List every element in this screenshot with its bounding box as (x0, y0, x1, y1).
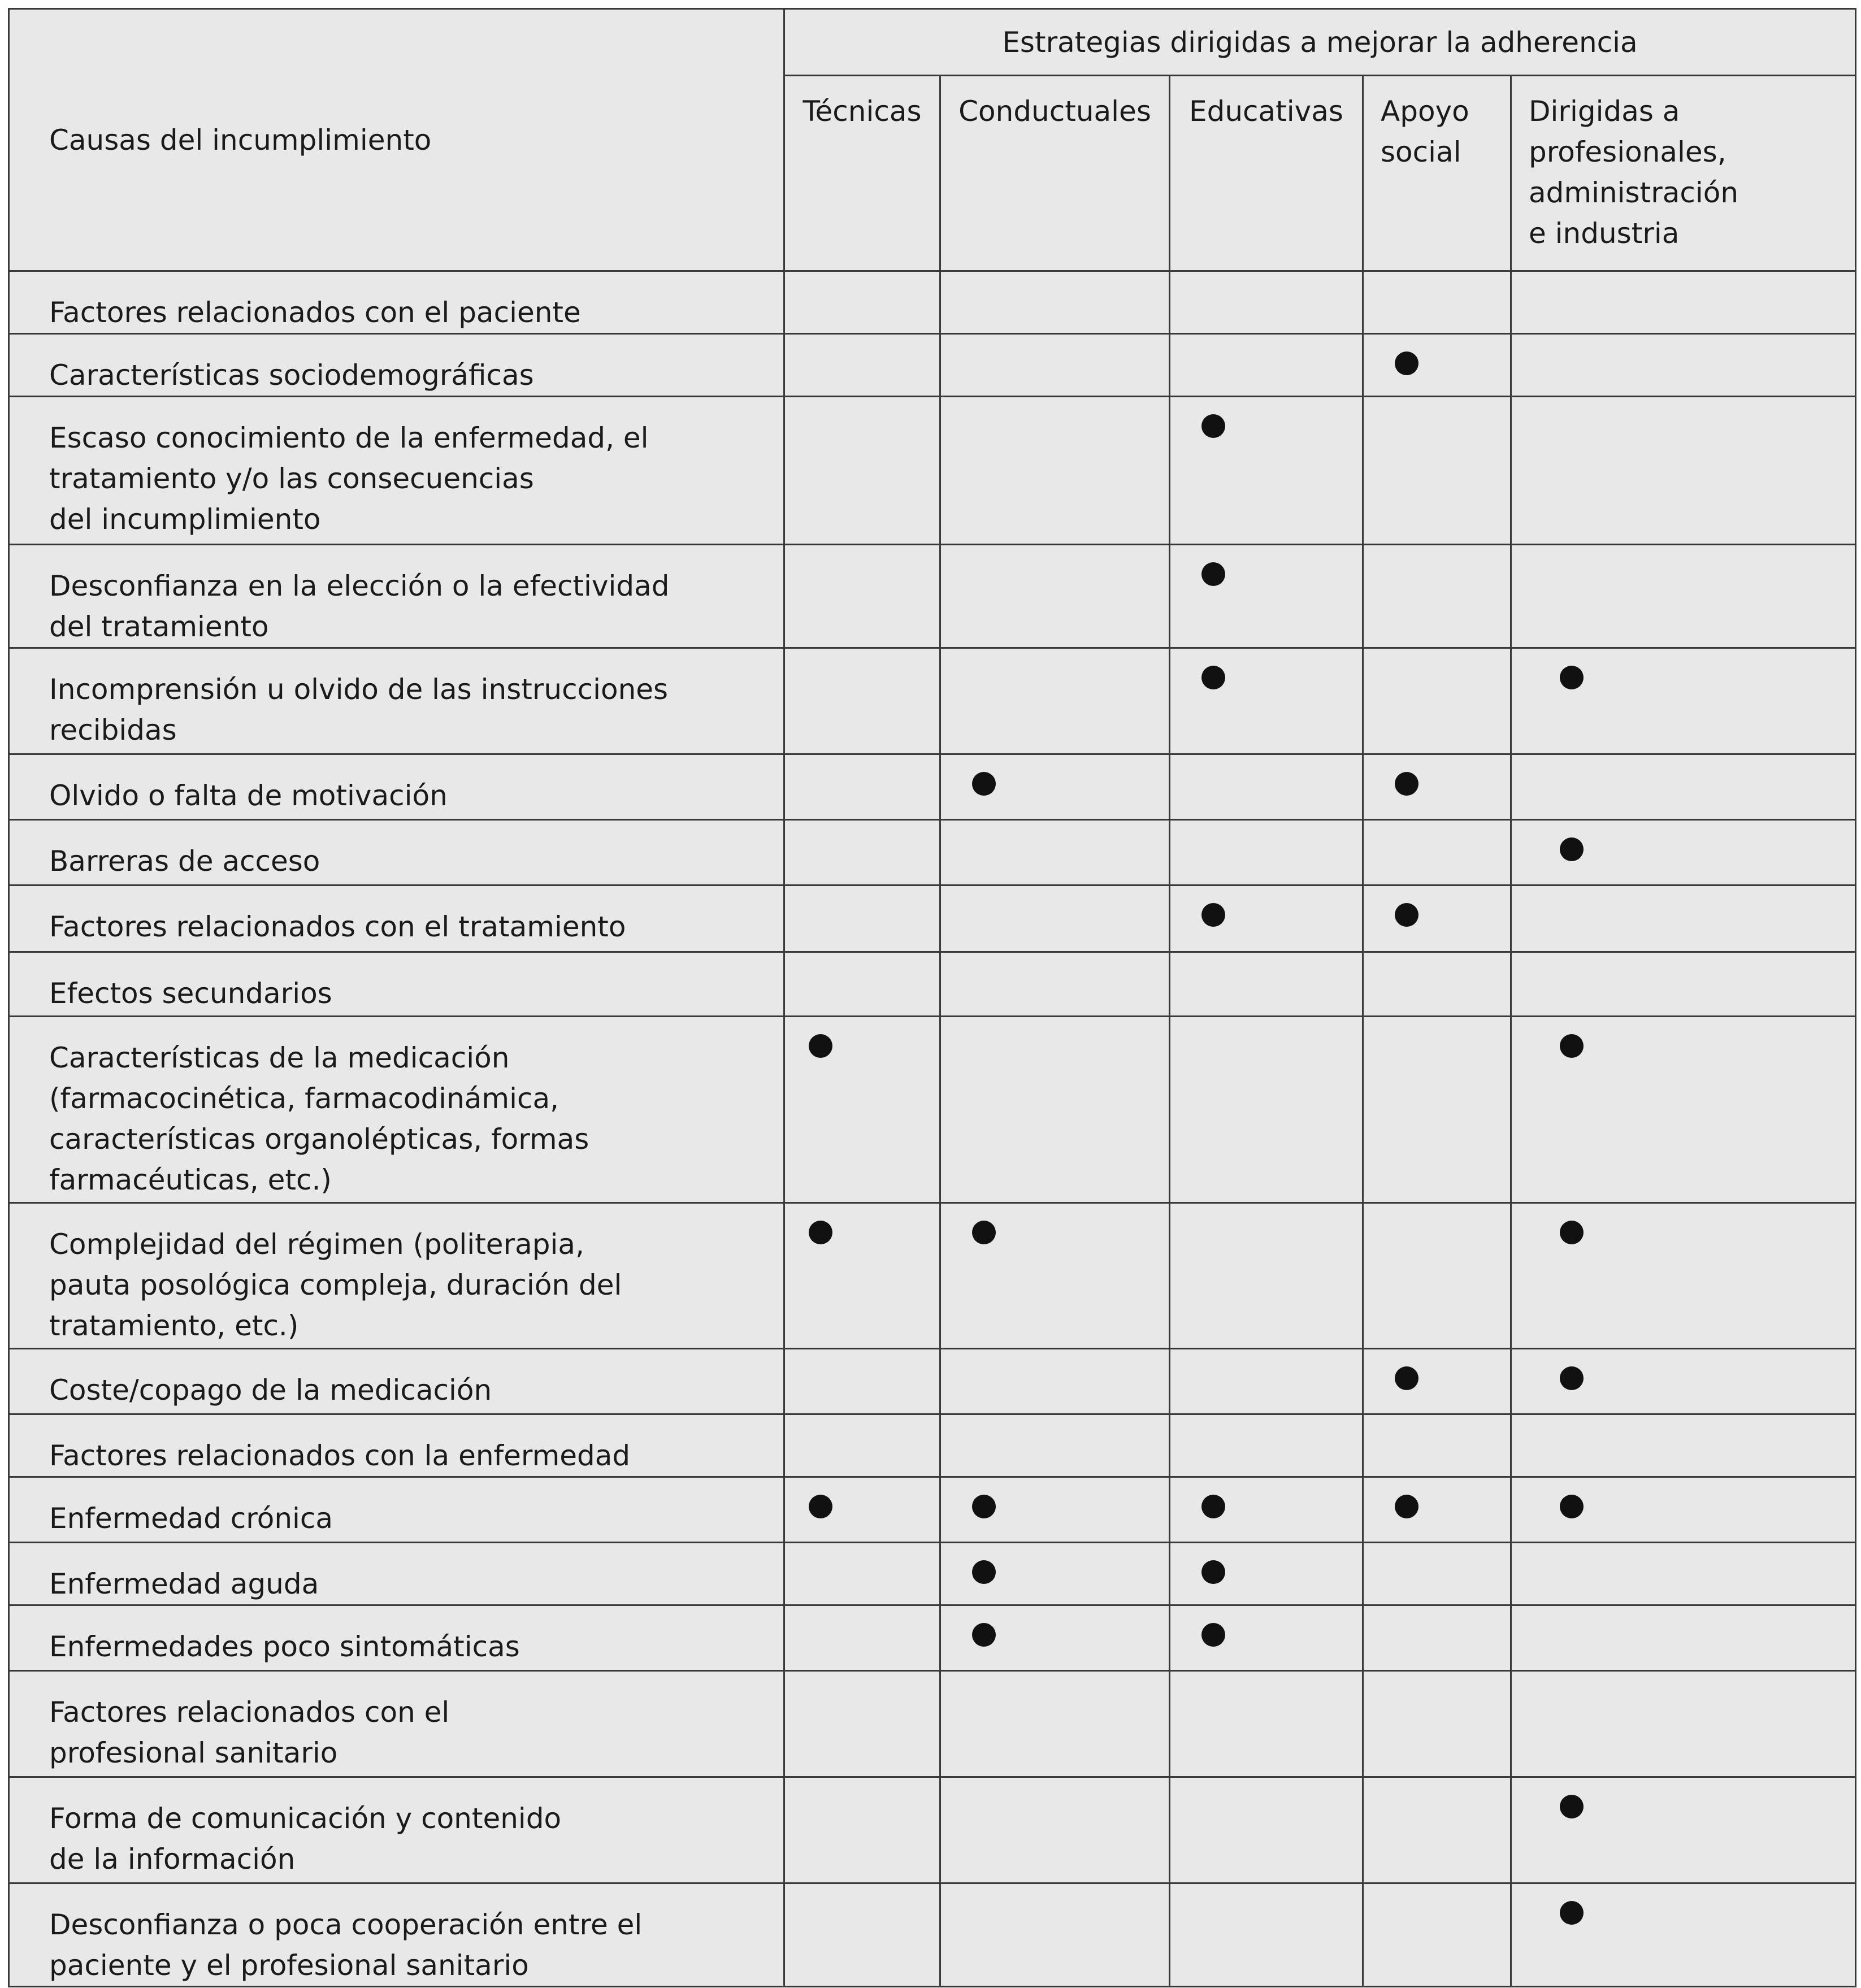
cause-cell (9, 1477, 784, 1543)
bullet-mark-icon (972, 1221, 996, 1244)
bullet-mark-icon (1395, 772, 1418, 796)
strategy-cell (940, 1477, 1170, 1543)
bullet-mark-icon (972, 772, 996, 796)
strategy-cell (940, 1349, 1170, 1414)
cause-label: Factores relacionados con el profesional sanitario (49, 1696, 450, 1769)
strategy-cell (1511, 1883, 1856, 1987)
strategy-cell (1511, 820, 1856, 886)
strategy-cell (1511, 952, 1856, 1017)
bullet-mark-icon (1560, 1495, 1584, 1518)
cause-cell (9, 1671, 784, 1777)
strategy-cell (784, 1605, 940, 1671)
cause-cell (9, 1349, 784, 1414)
bullet-mark-icon (1201, 1623, 1225, 1647)
strategy-cell (1363, 1605, 1511, 1671)
table-row (9, 271, 1856, 334)
strategy-cell (784, 1883, 940, 1987)
cause-label: Complejidad del régimen (politerapia, pauta posológica compleja, duración del tratamiento, etc.) (49, 1228, 622, 1342)
bullet-mark-icon (1201, 1495, 1225, 1518)
strategy-cell (1170, 1203, 1363, 1349)
strategy-cell (940, 952, 1170, 1017)
strategy-cell (784, 397, 940, 545)
strategy-cell (1170, 1477, 1363, 1543)
bullet-mark-icon (1560, 666, 1584, 689)
cause-cell (9, 1414, 784, 1477)
strategy-cell (940, 648, 1170, 754)
strategy-cell (784, 1017, 940, 1203)
strategy-cell (1363, 1883, 1511, 1987)
cause-label: Incomprensión u olvido de las instrucciones recibidas (49, 673, 669, 746)
strategy-cell (1511, 397, 1856, 545)
cause-cell (9, 1883, 784, 1987)
cause-label: Desconfianza o poca cooperación entre el paciente y el profesional sanitario (49, 1908, 643, 1982)
bullet-mark-icon (809, 1221, 832, 1244)
cause-label: Enfermedades poco sintomáticas (49, 1630, 520, 1663)
strategy-cell (1511, 1017, 1856, 1203)
strategy-cell (784, 952, 940, 1017)
strategy-cell (784, 1543, 940, 1605)
strategy-cell (1170, 1605, 1363, 1671)
strategy-cell (940, 1543, 1170, 1605)
strategy-cell (784, 648, 940, 754)
column-label: Educativas (1189, 95, 1343, 128)
cause-cell (9, 271, 784, 334)
table-row (9, 1671, 1856, 1777)
strategy-cell (1511, 1349, 1856, 1414)
strategy-cell (940, 334, 1170, 397)
strategy-cell (1170, 397, 1363, 545)
strategy-cell (1363, 1203, 1511, 1349)
adherence-strategies-table (8, 8, 1856, 1987)
column-label: Dirigidas a profesionales, administración e industria (1529, 95, 1739, 250)
strategy-cell (1363, 754, 1511, 820)
strategy-cell (784, 820, 940, 886)
cause-label: Factores relacionados con el tratamiento (49, 910, 626, 943)
strategy-cell (1170, 1414, 1363, 1477)
cause-label: Características de la medicación (farmacocinética, farmacodinámica, características organolépticas, formas farmacéuticas, etc.) (49, 1041, 589, 1196)
strategy-cell (1363, 1349, 1511, 1414)
strategy-cell (1511, 1203, 1856, 1349)
table-row (9, 1477, 1856, 1543)
cause-cell (9, 648, 784, 754)
strategy-cell (1363, 334, 1511, 397)
cause-label: Coste/copago de la medicación (49, 1374, 492, 1407)
strategy-cell (1170, 1017, 1363, 1203)
bullet-mark-icon (1560, 1221, 1584, 1244)
bullet-mark-icon (1395, 903, 1418, 927)
strategy-cell (1511, 1477, 1856, 1543)
strategy-cell (1511, 1777, 1856, 1883)
strategy-cell (784, 1203, 940, 1349)
strategy-cell (940, 1605, 1170, 1671)
cause-label: Características sociodemográficas (49, 359, 534, 392)
strategy-cell (1511, 334, 1856, 397)
bullet-mark-icon (1201, 414, 1225, 438)
strategy-cell (1170, 1777, 1363, 1883)
cause-cell (9, 1777, 784, 1883)
bullet-mark-icon (1560, 1034, 1584, 1058)
strategy-cell (940, 1777, 1170, 1883)
cause-cell (9, 1017, 784, 1203)
bullet-mark-icon (972, 1560, 996, 1584)
strategy-cell (940, 1414, 1170, 1477)
table-row (9, 545, 1856, 648)
table-row (9, 754, 1856, 820)
strategy-cell (1363, 545, 1511, 648)
strategy-cell (1170, 1883, 1363, 1987)
strategy-cell (1363, 886, 1511, 952)
strategy-cell (940, 820, 1170, 886)
causes-header-label: Causas del incumplimiento (49, 123, 432, 157)
strategy-cell (784, 1349, 940, 1414)
cause-cell (9, 1203, 784, 1349)
strategy-cell (784, 1671, 940, 1777)
strategy-cell (1170, 886, 1363, 952)
cause-label: Escaso conocimiento de la enfermedad, el tratamiento y/o las consecuencias del incumplimiento (49, 422, 649, 536)
cause-label: Efectos secundarios (49, 977, 332, 1010)
bullet-mark-icon (809, 1495, 832, 1518)
bullet-mark-icon (1201, 666, 1225, 689)
strategy-cell (1511, 1543, 1856, 1605)
cause-label: Enfermedad crónica (49, 1502, 333, 1535)
strategy-cell (1363, 1477, 1511, 1543)
strategy-cell (1511, 1605, 1856, 1671)
table-row (9, 397, 1856, 545)
bullet-mark-icon (1560, 837, 1584, 861)
cause-label: Forma de comunicación y contenido de la información (49, 1802, 562, 1876)
strategy-cell (940, 1203, 1170, 1349)
column-header-apoyo-social (1363, 76, 1511, 271)
strategies-group-header (784, 9, 1856, 76)
table-row (9, 1017, 1856, 1203)
bullet-mark-icon (972, 1495, 996, 1518)
bullet-mark-icon (1560, 1795, 1584, 1818)
bullet-mark-icon (1201, 1560, 1225, 1584)
cause-cell (9, 1605, 784, 1671)
strategy-cell (1511, 754, 1856, 820)
column-label: Conductuales (958, 95, 1151, 128)
column-header-educativas (1170, 76, 1363, 271)
strategy-cell (1511, 886, 1856, 952)
strategy-cell (1363, 1671, 1511, 1777)
strategy-cell (1363, 1543, 1511, 1605)
strategies-header-label: Estrategias dirigidas a mejorar la adherencia (1002, 25, 1638, 59)
table-row (9, 1349, 1856, 1414)
bullet-mark-icon (1201, 903, 1225, 927)
table-row (9, 1543, 1856, 1605)
strategy-cell (1170, 545, 1363, 648)
cause-cell (9, 545, 784, 648)
strategy-cell (1170, 952, 1363, 1017)
cause-cell (9, 886, 784, 952)
strategy-cell (940, 271, 1170, 334)
bullet-mark-icon (1560, 1366, 1584, 1390)
cause-label: Barreras de acceso (49, 845, 320, 878)
strategy-cell (1170, 1349, 1363, 1414)
table-row (9, 1605, 1856, 1671)
table-row (9, 820, 1856, 886)
bullet-mark-icon (1560, 1901, 1584, 1925)
strategy-cell (1363, 952, 1511, 1017)
bullet-mark-icon (1395, 1366, 1418, 1390)
cause-cell (9, 952, 784, 1017)
strategy-cell (1511, 271, 1856, 334)
cause-label: Factores relacionados con la enfermedad (49, 1439, 631, 1472)
cause-label: Olvido o falta de motivación (49, 779, 448, 812)
strategy-cell (1363, 648, 1511, 754)
strategy-cell (784, 334, 940, 397)
cause-label: Factores relacionados con el paciente (49, 296, 581, 329)
table-row (9, 1883, 1856, 1987)
strategy-cell (940, 1671, 1170, 1777)
strategy-cell (784, 1414, 940, 1477)
strategy-cell (784, 1777, 940, 1883)
strategy-cell (1363, 271, 1511, 334)
table-row (9, 334, 1856, 397)
strategy-cell (940, 754, 1170, 820)
strategy-cell (940, 397, 1170, 545)
table-row (9, 1414, 1856, 1477)
table-row (9, 952, 1856, 1017)
column-header-tecnicas (784, 76, 940, 271)
bullet-mark-icon (1395, 1495, 1418, 1518)
table-row (9, 648, 1856, 754)
cause-cell (9, 397, 784, 545)
bullet-mark-icon (972, 1623, 996, 1647)
cause-cell (9, 1543, 784, 1605)
strategy-cell (1170, 1543, 1363, 1605)
strategy-cell (1363, 1414, 1511, 1477)
strategy-cell (1511, 545, 1856, 648)
strategy-cell (1511, 1671, 1856, 1777)
cause-label: Enfermedad aguda (49, 1568, 319, 1600)
bullet-mark-icon (809, 1034, 832, 1058)
column-label: Apoyo social (1381, 95, 1469, 168)
cause-cell (9, 754, 784, 820)
column-label: Técnicas (802, 95, 922, 128)
strategy-cell (1363, 397, 1511, 545)
strategy-cell (784, 754, 940, 820)
strategy-cell (1363, 1017, 1511, 1203)
cause-label: Desconfianza en la elección o la efectividad del tratamiento (49, 570, 670, 643)
strategy-cell (940, 1017, 1170, 1203)
strategy-cell (1170, 271, 1363, 334)
strategy-cell (1170, 820, 1363, 886)
causes-column-header (9, 9, 784, 271)
strategy-cell (784, 545, 940, 648)
strategy-cell (1170, 1671, 1363, 1777)
table-row (9, 1777, 1856, 1883)
strategy-cell (784, 886, 940, 952)
strategy-cell (784, 271, 940, 334)
strategy-cell (1170, 648, 1363, 754)
bullet-mark-icon (1395, 351, 1418, 375)
strategy-cell (784, 1477, 940, 1543)
strategy-cell (1363, 820, 1511, 886)
cause-cell (9, 334, 784, 397)
bullet-mark-icon (1201, 562, 1225, 586)
strategy-cell (940, 545, 1170, 648)
strategy-cell (1170, 334, 1363, 397)
strategy-cell (1511, 648, 1856, 754)
table-row (9, 886, 1856, 952)
strategy-cell (1170, 754, 1363, 820)
column-header-dirigidas-profesionales (1511, 76, 1856, 271)
column-header-conductuales (940, 76, 1170, 271)
strategy-cell (1511, 1414, 1856, 1477)
cause-cell (9, 820, 784, 886)
strategy-cell (940, 886, 1170, 952)
strategy-cell (940, 1883, 1170, 1987)
strategy-cell (1363, 1777, 1511, 1883)
table-row (9, 1203, 1856, 1349)
